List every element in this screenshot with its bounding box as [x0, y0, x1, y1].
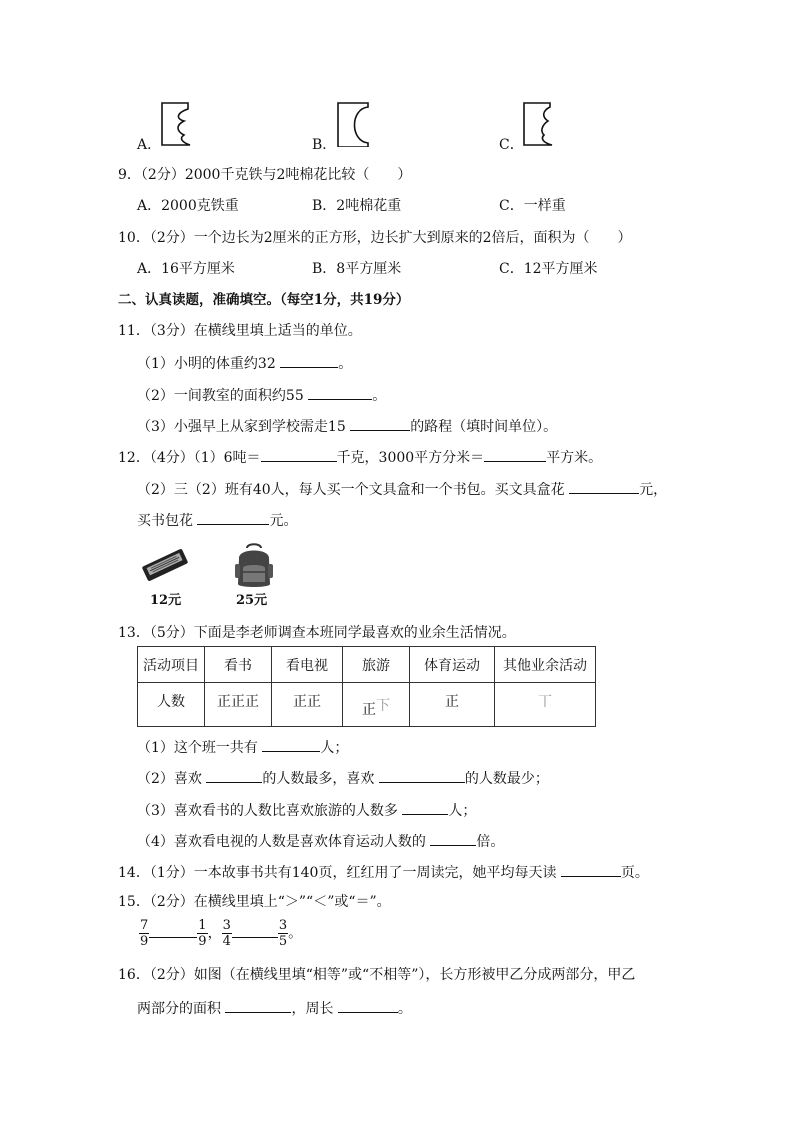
half-d-shape-wavy-icon	[522, 101, 558, 147]
denominator: 5	[278, 934, 288, 949]
table-header: 体育运动	[410, 647, 495, 683]
q12-line1-c: 平方米。	[546, 450, 603, 466]
q13-part4-end: 倍。	[476, 834, 505, 850]
table-header: 看书	[205, 647, 272, 683]
answer-blank[interactable]	[430, 831, 476, 846]
fraction	[278, 918, 288, 949]
table-header: 看电视	[272, 647, 343, 683]
answer-blank[interactable]	[484, 447, 546, 462]
survey-table	[137, 646, 596, 727]
backpack-price: 25元	[236, 593, 268, 608]
q16-stem: 16．（2分）如图（在横线里填“相等”或“不相等”），长方形被甲乙分成两部分，甲乙	[118, 967, 636, 983]
denominator: 9	[140, 934, 149, 949]
q11-part2-text: （2）一间教室的面积约55	[137, 388, 304, 404]
q13-part2-text: （2）喜欢	[137, 771, 202, 787]
q15-end: 。	[288, 925, 303, 942]
q12-line1-b: 千克，3000平方分米＝	[336, 450, 485, 466]
q9-option-b[interactable]: B．2吨棉花重	[312, 198, 402, 214]
q8-option-a[interactable]	[137, 136, 161, 154]
denominator: 4	[222, 934, 231, 949]
answer-blank[interactable]	[280, 353, 338, 368]
q12-line3-b: 元。	[269, 513, 298, 529]
answer-blank[interactable]	[402, 800, 448, 815]
q16-line2-a: 两部分的面积	[137, 1001, 221, 1017]
answer-blank[interactable]	[338, 998, 398, 1013]
fraction	[139, 918, 149, 949]
q13-part4-text: （4）喜欢看电视的人数是喜欢体育运动人数的	[137, 834, 426, 850]
q11-part3-end: 的路程（填时间单位）。	[410, 419, 558, 435]
answer-blank[interactable]	[569, 479, 639, 494]
q14	[118, 862, 649, 882]
q9-option-a[interactable]: A．2000克铁重	[137, 198, 239, 214]
tally-travel-cell	[343, 683, 410, 727]
q11-part1	[137, 353, 352, 373]
q12-line3-a: 买书包花	[137, 513, 193, 529]
q10-option-a[interactable]: A．16平方厘米	[137, 261, 235, 277]
q13-part3-end: 人；	[448, 803, 477, 819]
backpack-icon	[233, 542, 275, 595]
q13-part2-end: 的人数最少；	[464, 771, 549, 787]
q12-line2-b: 元，	[639, 482, 668, 498]
q13-part1-text: （1）这个班一共有	[137, 740, 258, 756]
answer-blank[interactable]	[225, 998, 291, 1013]
q8-option-a-label: A．	[137, 137, 162, 153]
c-shape-icon	[336, 101, 372, 147]
q12-line1	[118, 447, 602, 467]
q11-part3-text: （3）小强早上从家到学校需走15	[137, 419, 346, 435]
separator: ，	[207, 925, 222, 942]
tally-sports: 正	[410, 683, 495, 727]
answer-blank[interactable]	[232, 925, 278, 938]
q13-part3	[137, 800, 476, 820]
fraction	[197, 918, 207, 949]
q9-option-c[interactable]: C．一样重	[499, 198, 566, 214]
q12-line1-a: 12．（4分）（1）6吨＝	[118, 450, 261, 466]
q11-part3	[137, 416, 557, 436]
q16-line2-c: 。	[397, 1001, 412, 1017]
q15-stem: 15．（2分）在横线里填上“＞”“＜”或“＝”。	[118, 894, 391, 910]
tally-travel: 正	[362, 702, 376, 718]
q13-part1-end: 人；	[320, 740, 349, 756]
table-header-row	[138, 647, 596, 683]
q11-part2	[137, 385, 386, 405]
q8-option-b-label: B．	[312, 137, 337, 153]
answer-blank[interactable]	[379, 768, 465, 783]
pencil-case-price: 12元	[150, 593, 182, 608]
q13-part4	[137, 831, 504, 851]
answer-blank[interactable]	[206, 768, 262, 783]
q8-option-b[interactable]	[312, 136, 336, 154]
numerator: 3	[222, 918, 231, 933]
q11-part2-end: 。	[372, 388, 387, 404]
q13-stem: 13．（5分）下面是李老师调查本班同学最喜欢的业余生活情况。	[118, 625, 516, 641]
answer-blank[interactable]	[350, 416, 410, 431]
q13-part3-text: （3）喜欢看书的人数比喜欢旅游的人数多	[137, 803, 398, 819]
q11-part1-text: （1）小明的体重约32	[137, 356, 276, 372]
pencil-case-icon	[139, 543, 191, 592]
denominator: 9	[198, 934, 207, 949]
tally-other: 丅	[495, 683, 596, 727]
answer-blank[interactable]	[149, 925, 197, 938]
q9-stem: 9．（2分）2000千克铁与2吨棉花比较（ ）	[118, 167, 412, 183]
numerator: 1	[198, 918, 207, 933]
table-header: 活动项目	[138, 647, 205, 683]
answer-blank[interactable]	[262, 737, 320, 752]
q14-text: 14．（1分）一本故事书共有140页，红红用了一周读完，她平均每天读	[118, 865, 557, 881]
q11-part1-end: 。	[338, 356, 353, 372]
q12-line3	[137, 510, 297, 530]
fraction	[222, 918, 232, 949]
q12-line2-a: （2）三（2）班有40人，每人买一个文具盒和一个书包。买文具盒花	[137, 482, 565, 498]
answer-blank[interactable]	[308, 385, 372, 400]
q11-stem: 11．（3分）在横线里填上适当的单位。	[118, 323, 362, 339]
q10-option-b[interactable]: B．8平方厘米	[312, 261, 402, 277]
half-d-shape-wavy-icon	[160, 101, 196, 147]
numerator: 3	[278, 918, 288, 933]
answer-blank[interactable]	[261, 447, 337, 462]
tally-tv: 正正	[272, 683, 343, 727]
tally-travel-extra: 下	[376, 698, 390, 714]
table-header: 其他业余活动	[495, 647, 596, 683]
q10-option-c[interactable]: C．12平方厘米	[499, 261, 598, 277]
q8-option-c[interactable]	[499, 136, 524, 154]
numerator: 7	[140, 918, 149, 933]
q16-line2-b: ，周长	[291, 1001, 334, 1017]
tally-reading: 正正正	[205, 683, 272, 727]
q13-part1	[137, 737, 348, 757]
q10-stem: 10．（2分）一个边长为2厘米的正方形，边长扩大到原来的2倍后，面积为（ ）	[118, 230, 632, 246]
q13-part2-mid: 的人数最多，喜欢	[262, 771, 375, 787]
table-row	[138, 683, 596, 727]
answer-blank[interactable]	[197, 510, 269, 525]
q12-line2	[137, 479, 667, 499]
table-header: 旅游	[343, 647, 410, 683]
q14-end: 页。	[620, 865, 649, 881]
q15-fractions	[139, 918, 302, 949]
answer-blank[interactable]	[561, 862, 621, 877]
q13-part2	[137, 768, 549, 788]
section-title: 二、认真读题，准确填空。（每空1分，共19分）	[118, 292, 410, 308]
row-label: 人数	[138, 683, 205, 727]
q8-option-c-label: C．	[499, 137, 524, 153]
q16-line2	[137, 998, 412, 1018]
